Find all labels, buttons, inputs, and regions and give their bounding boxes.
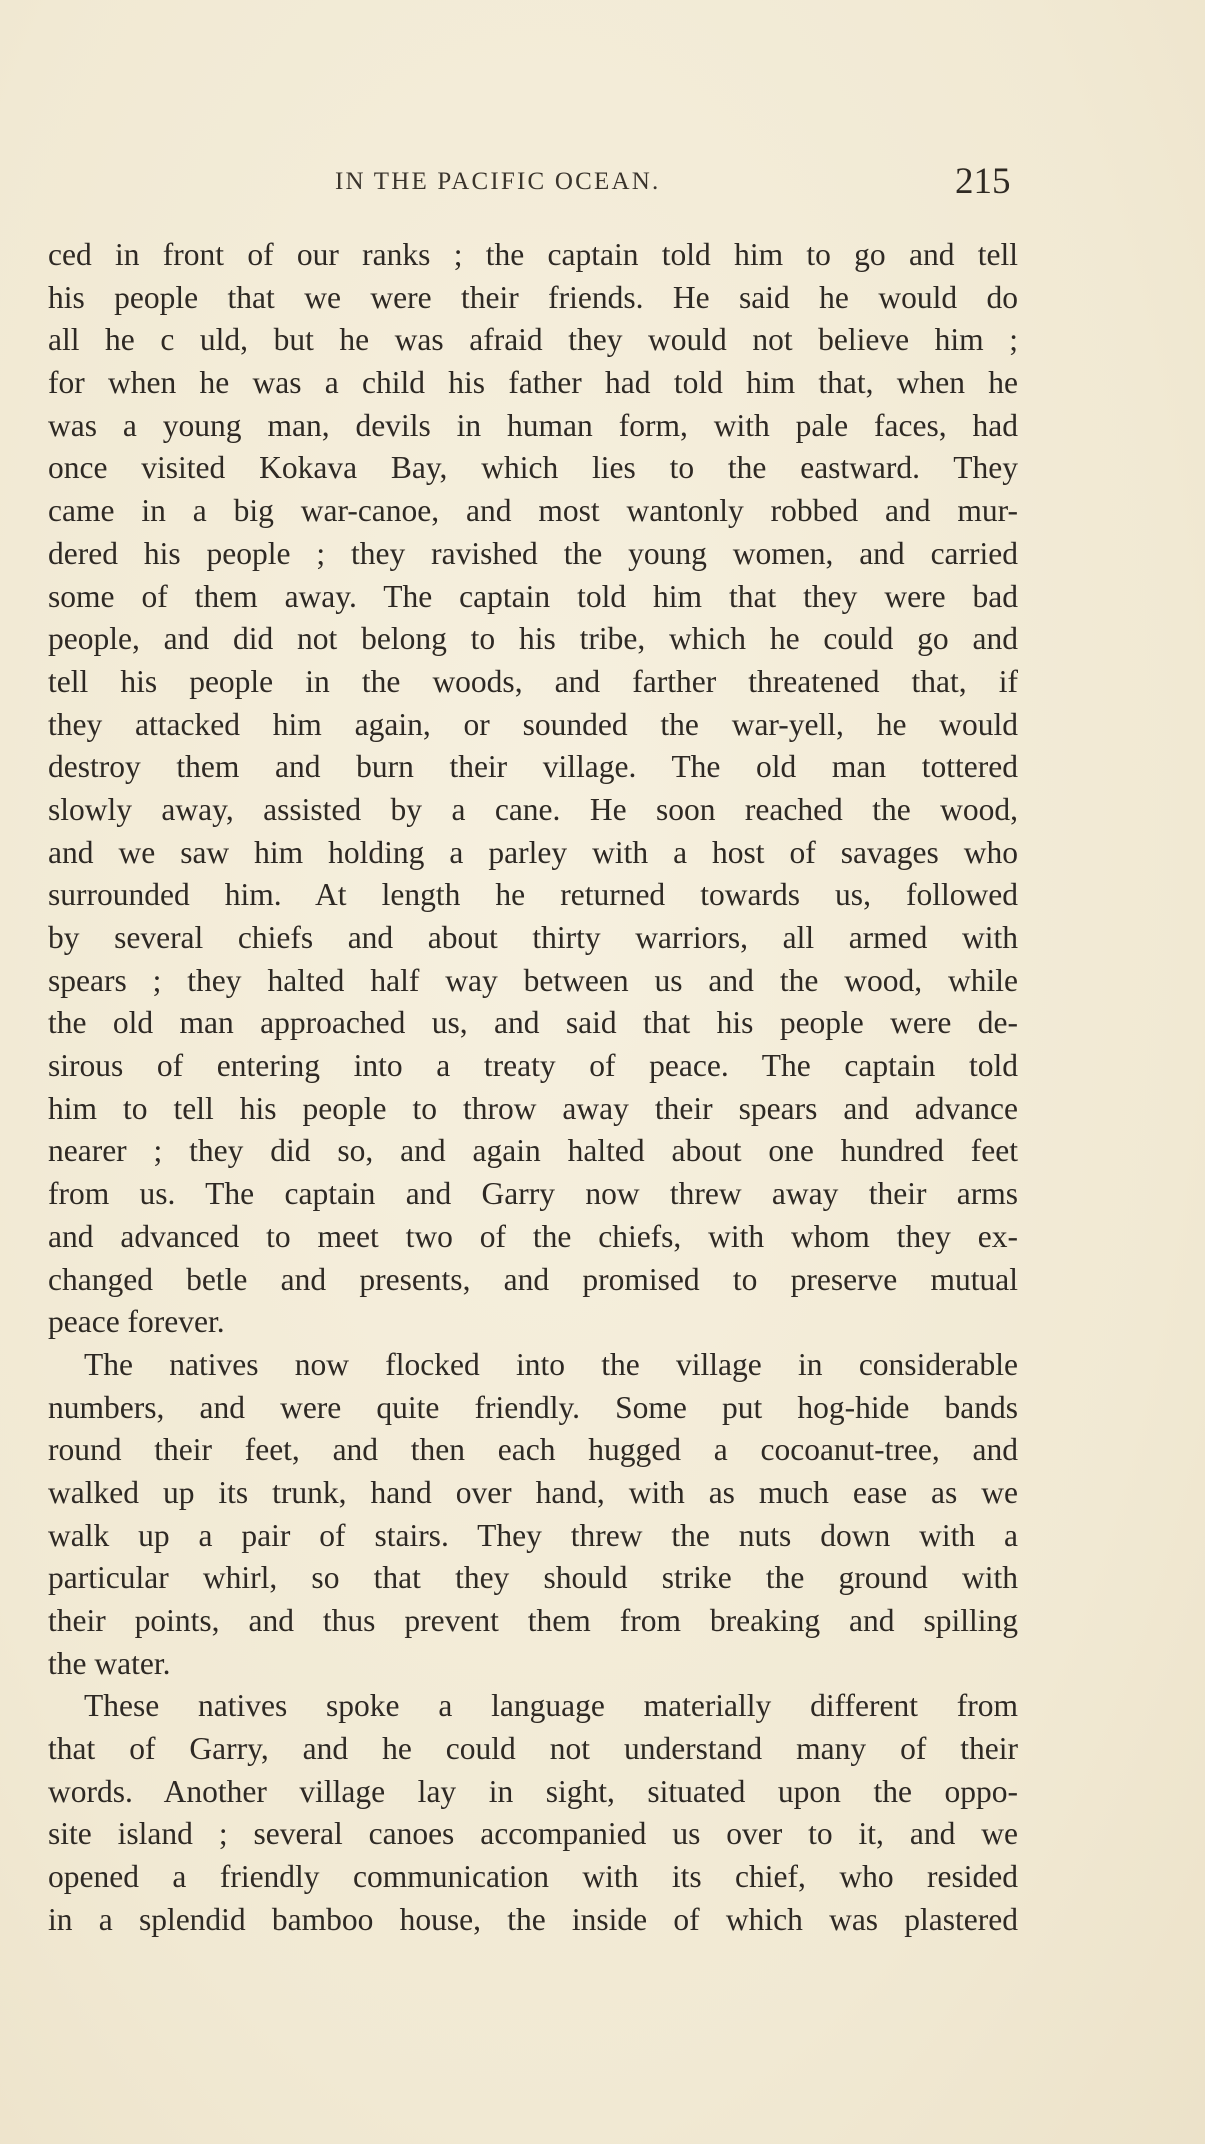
text-line: particular whirl, so that they should strike the ground with [48,1560,1018,1596]
text-line: spears ; they halted half way between us and the wood, while [48,962,1018,998]
paragraph-end-line: peace forever. [48,1304,225,1340]
running-title: IN THE PACIFIC OCEAN. [335,168,661,195]
text-line: sirous of entering into a treaty of peace. The captain told [48,1048,1018,1084]
text-line: and we saw him holding a parley with a host of savages who [48,834,1018,870]
text-line: nearer ; they did so, and again halted about one hundred feet [48,1133,1018,1169]
text-line: people, and did not belong to his tribe, which he could go and [48,621,1018,657]
text-line: round their feet, and then each hugged a cocoanut-tree, and [48,1432,1018,1468]
text-line: destroy them and burn their village. The old man tottered [48,749,1018,785]
text-line: dered his people ; they ravished the young women, and carried [48,535,1018,571]
text-line: his people that we were their friends. He said he would do [48,279,1018,315]
text-line: opened a friendly communication with its chief, who resided [48,1859,1018,1895]
text-line: the old man approached us, and said that his people were de- [48,1005,1018,1041]
text-line: slowly away, assisted by a cane. He soon reached the wood, [48,791,1018,827]
text-line: from us. The captain and Garry now threw away their arms [48,1176,1018,1212]
body-text [48,234,1018,1942]
text-line: for when he was a child his father had told him that, when he [48,365,1018,401]
text-line: site island ; several canoes accompanied us over to it, and we [48,1816,1018,1852]
paragraph-start-line: The natives now flocked into the village in considerable [84,1346,1018,1382]
text-line: all he c uld, but he was afraid they would not believe him ; [48,322,1018,358]
paragraph-start-line: These natives spoke a language materially different from [84,1688,1018,1724]
text-line: in a splendid bamboo house, the inside of which was plastered [48,1901,1018,1937]
text-line: changed betle and presents, and promised to preserve mutual [48,1261,1018,1297]
text-line: came in a big war-canoe, and most wantonly robbed and mur- [48,493,1018,529]
text-line: was a young man, devils in human form, with pale faces, had [48,407,1018,443]
text-line: walk up a pair of stairs. They threw the nuts down with a [48,1517,1018,1553]
text-line: that of Garry, and he could not understand many of their [48,1731,1018,1767]
text-line: numbers, and were quite friendly. Some put hog-hide bands [48,1389,1018,1425]
text-line: their points, and thus prevent them from breaking and spilling [48,1603,1018,1638]
text-line: once visited Kokava Bay, which lies to the eastward. They [48,450,1018,486]
text-line: by several chiefs and about thirty warriors, all armed with [48,920,1018,955]
text-line: they attacked him again, or sounded the war-yell, he would [48,706,1018,742]
text-line: ced in front of our ranks ; the captain told him to go and tell [48,237,1018,272]
text-line: words. Another village lay in sight, situated upon the oppo- [48,1773,1018,1809]
page-number: 215 [955,161,1011,202]
text-line: surrounded him. At length he returned towards us, followed [48,877,1018,913]
text-line: walked up its trunk, hand over hand, with as much ease as we [48,1474,1018,1510]
text-line: tell his people in the woods, and farther threatened that, if [48,663,1018,699]
text-line: him to tell his people to throw away their spears and advance [48,1090,1018,1126]
paragraph-end-line: the water. [48,1645,171,1681]
text-line: and advanced to meet two of the chiefs, with whom they ex- [48,1218,1018,1254]
text-line: some of them away. The captain told him that they were bad [48,578,1018,614]
